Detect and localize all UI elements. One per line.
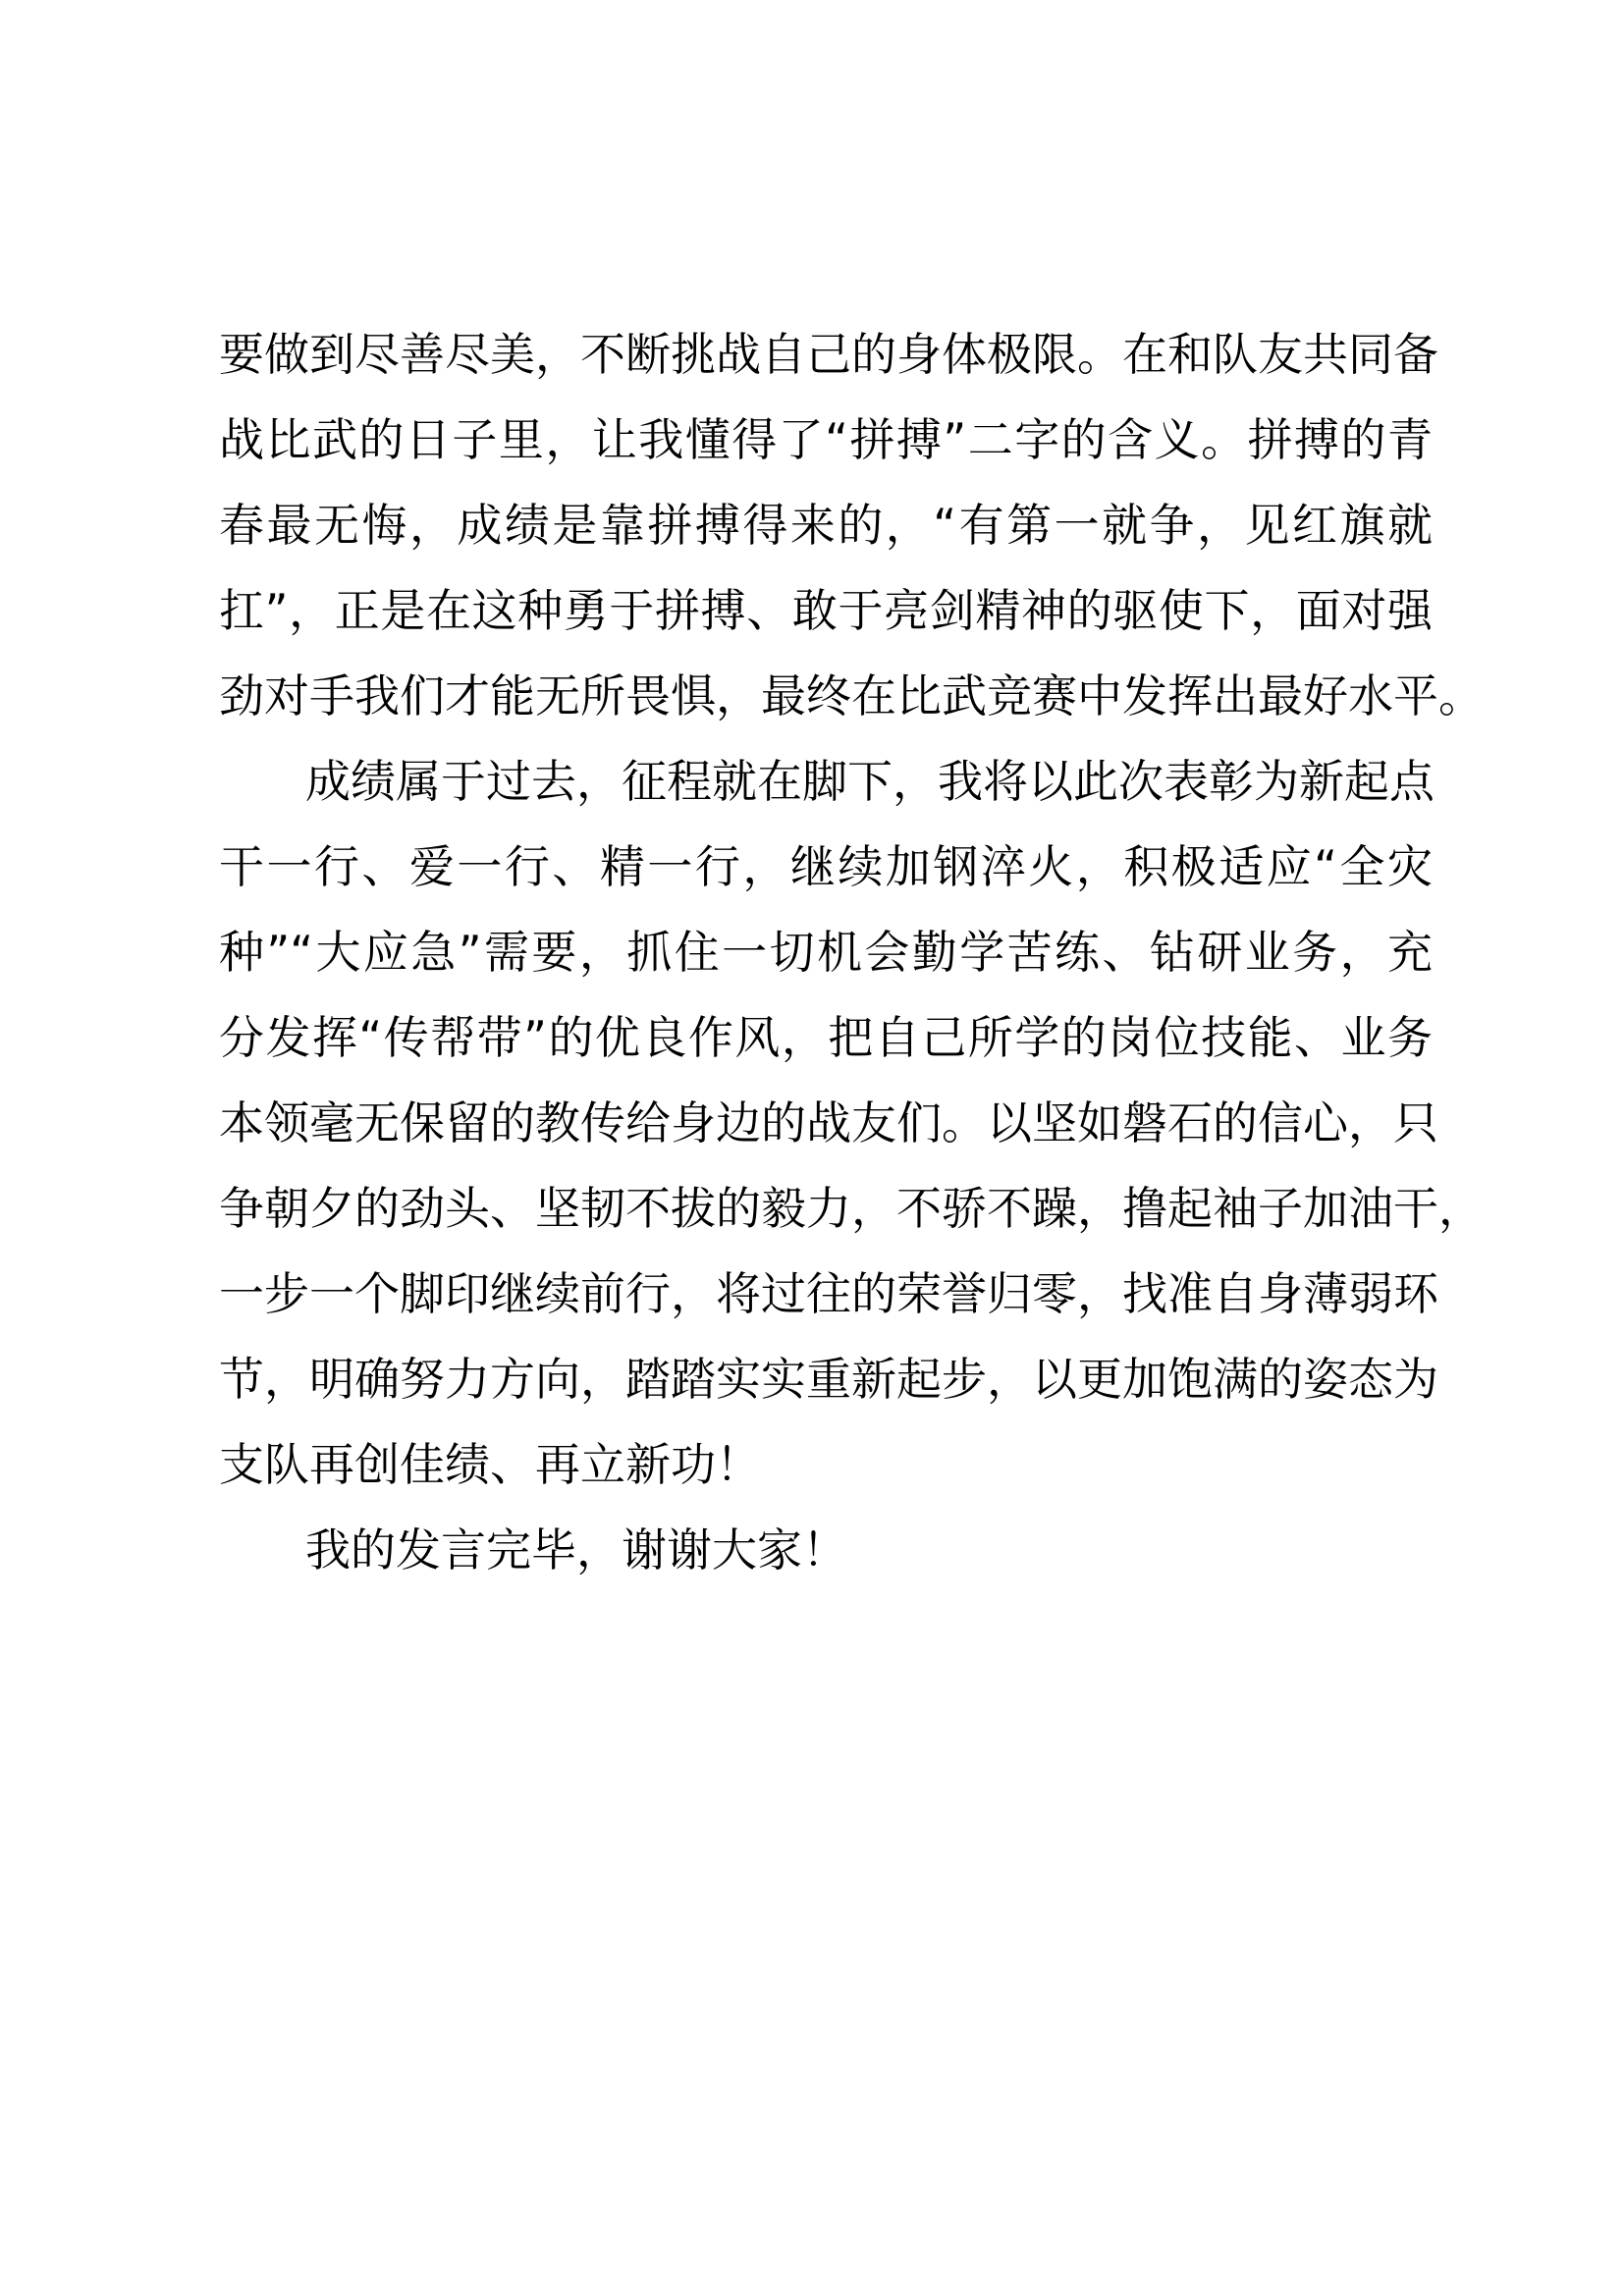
text-line: 节，明确努力方向，踏踏实实重新起步，以更加饱满的姿态为: [219, 1353, 1438, 1406]
text-line: 争朝夕的劲头、坚韧不拔的毅力，不骄不躁，撸起袖子加油干，: [219, 1182, 1484, 1235]
paragraph-1: [219, 312, 1484, 739]
document-page: [219, 312, 1484, 1593]
text-line: 战比武的日子里，让我懂得了“拼搏”二字的含义。拼搏的青: [219, 413, 1433, 466]
text-line: 本领毫无保留的教传给身边的战友们。以坚如磐石的信心，只: [219, 1096, 1438, 1149]
text-line: 干一行、爱一行、精一行，继续加钢淬火，积极适应“全灾: [219, 840, 1433, 893]
text-line: 分发挥“传帮带”的优良作风，把自己所学的岗位技能、业务: [219, 1011, 1433, 1064]
text-line: 扛”，正是在这种勇于拼搏、敢于亮剑精神的驱使下，面对强: [219, 584, 1433, 637]
paragraph-2: [219, 739, 1484, 1508]
text-line: 支队再创佳绩、再立新功！: [219, 1438, 761, 1491]
text-line: 劲对手我们才能无所畏惧，最终在比武竞赛中发挥出最好水平。: [219, 669, 1484, 722]
text-line: 一步一个脚印继续前行，将过往的荣誉归零，找准自身薄弱环: [219, 1267, 1438, 1320]
text-line: 成绩属于过去，征程就在脚下，我将以此次表彰为新起点: [305, 755, 1435, 808]
text-line: 要做到尽善尽美，不断挑战自己的身体极限。在和队友共同备: [219, 328, 1438, 381]
closing-line: 我的发言完毕，谢谢大家！: [305, 1523, 847, 1576]
paragraph-3: [219, 1508, 1433, 1593]
text-line: 种”“大应急”需要，抓住一切机会勤学苦练、钻研业务，充: [219, 926, 1433, 979]
text-line: 春最无悔，成绩是靠拼搏得来的，“有第一就争，见红旗就: [219, 499, 1433, 552]
